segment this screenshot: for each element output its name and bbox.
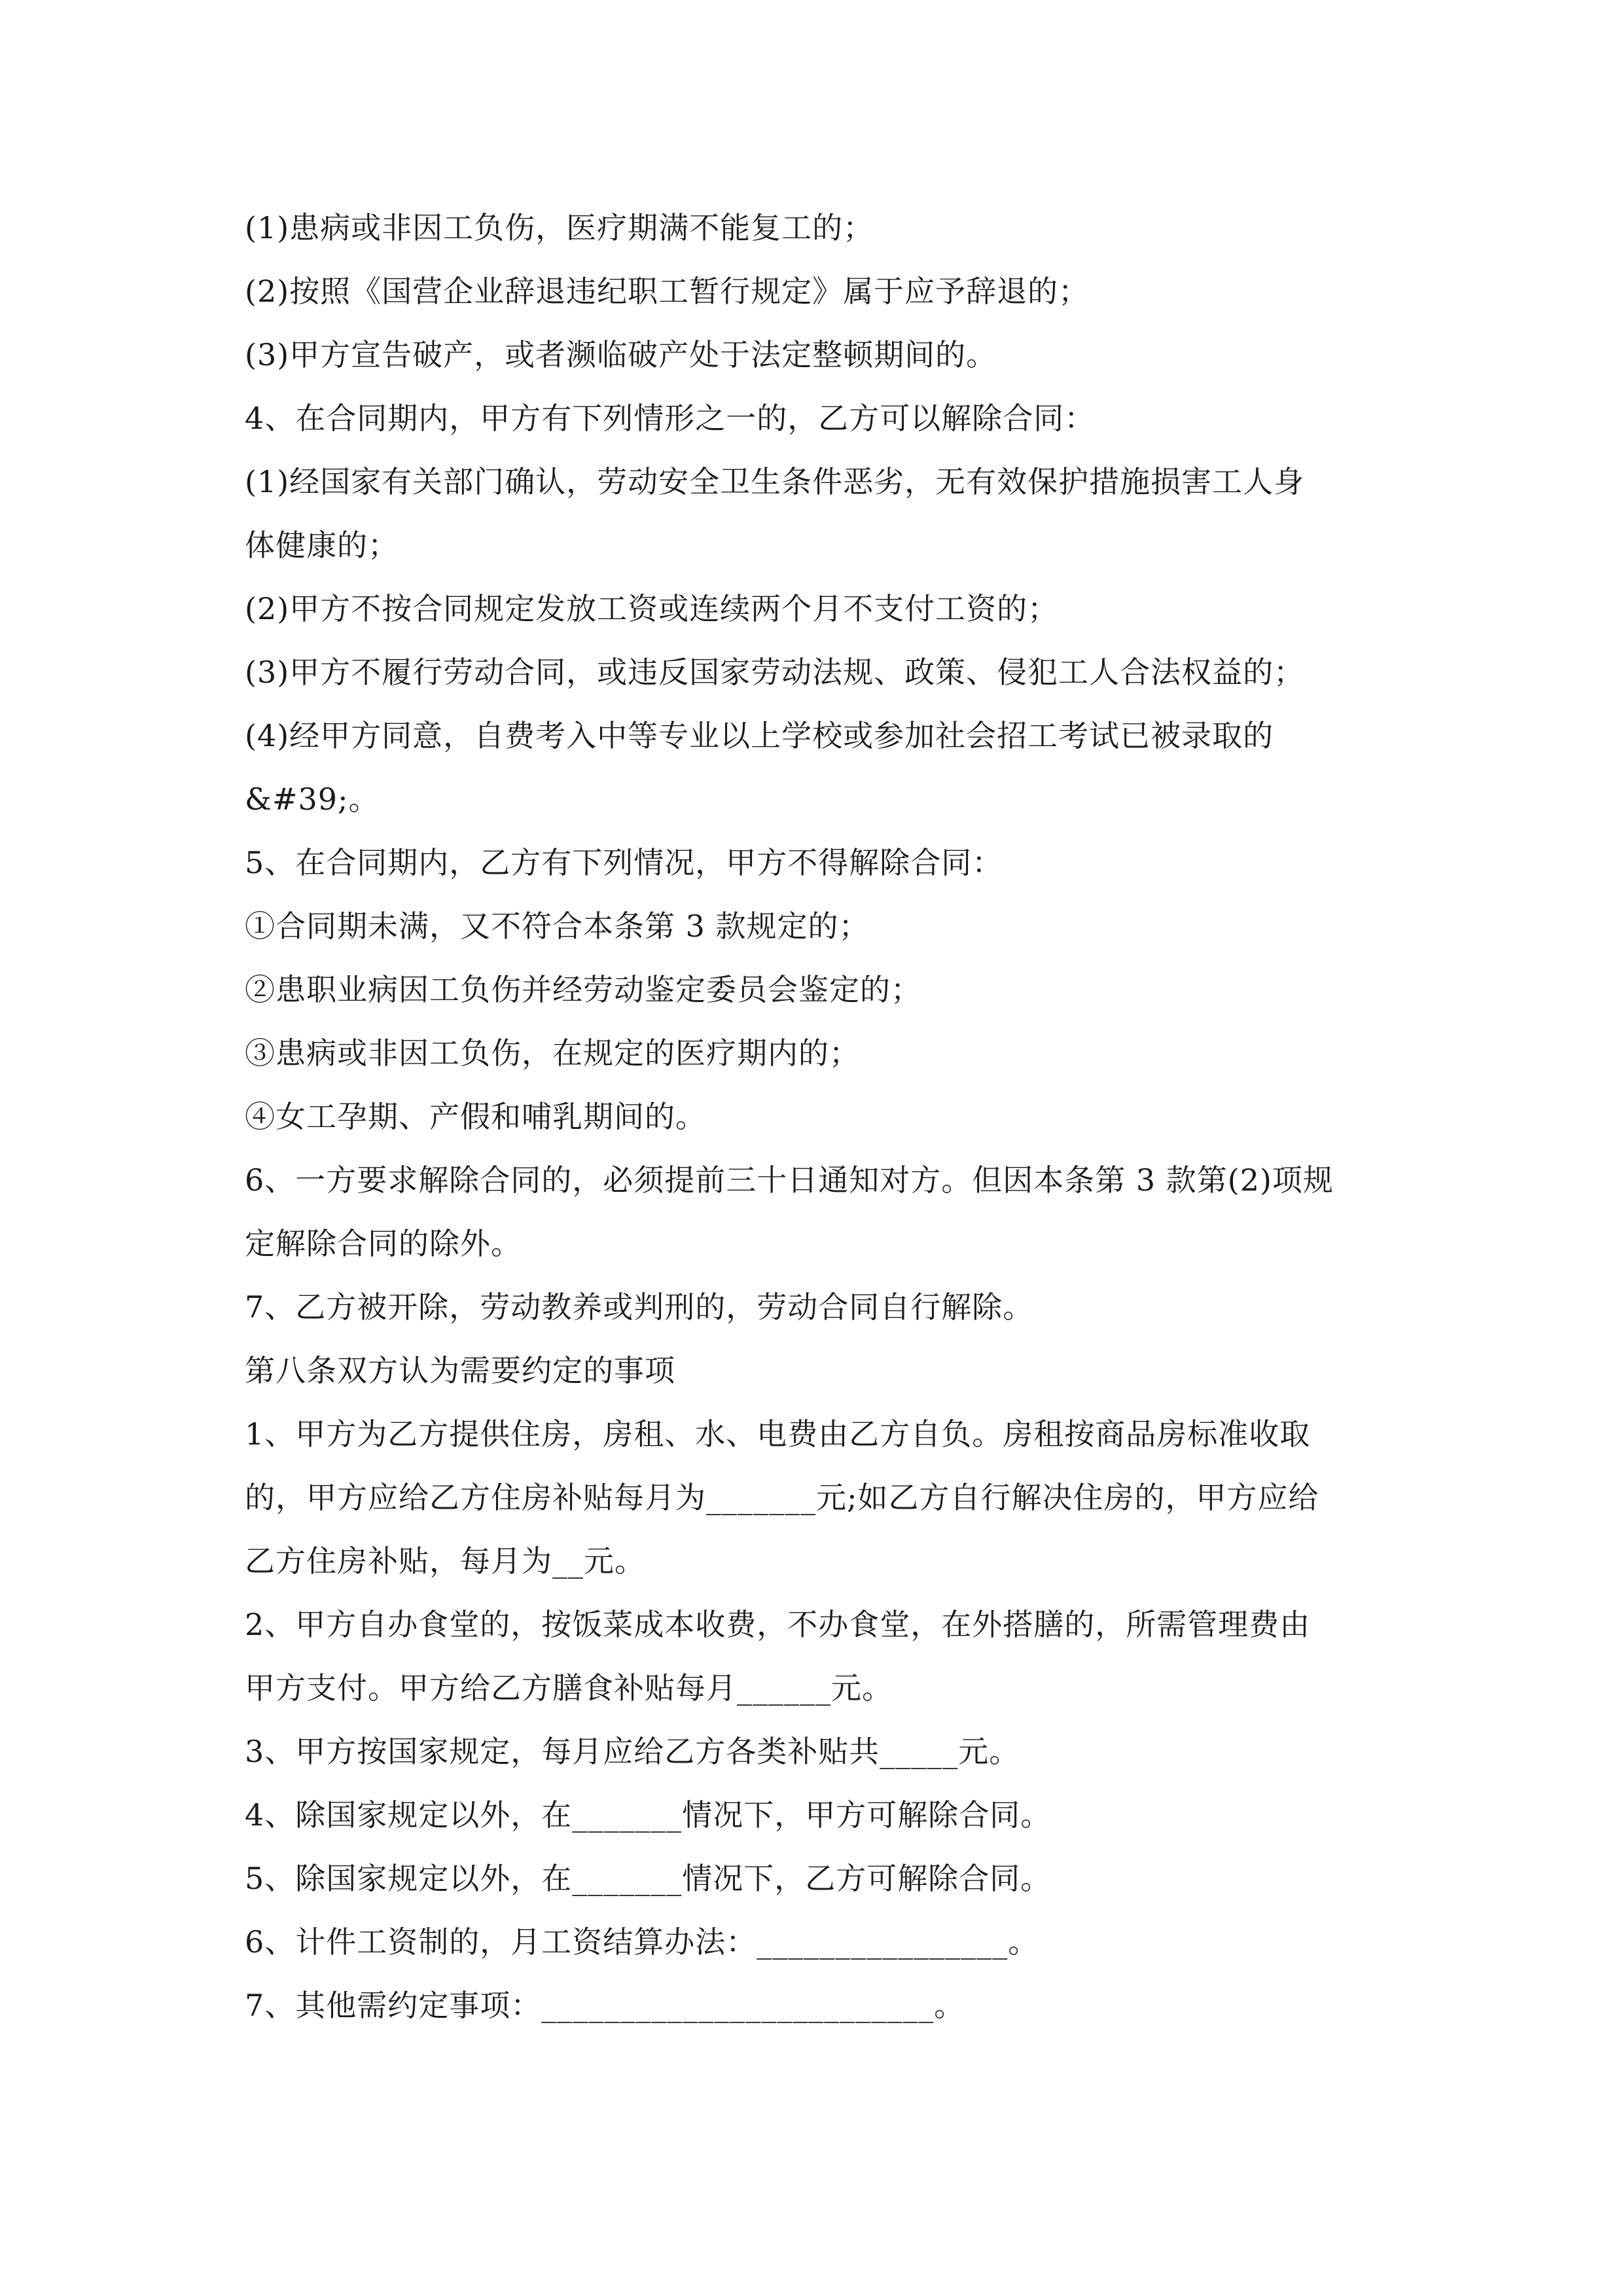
text-line: (3)甲方宣告破产，或者濒临破产处于法定整顿期间的。 xyxy=(245,337,997,372)
text-line: 体健康的； xyxy=(245,528,399,563)
text-line: 3、甲方按国家规定，每月应给乙方各类补贴共_____元。 xyxy=(245,1734,1020,1769)
text-line: 的，甲方应给乙方住房补贴每月为_______元;如乙方自行解决住房的，甲方应给 xyxy=(245,1480,1319,1515)
text-line: 4、在合同期内，甲方有下列情形之一的，乙方可以解除合同： xyxy=(245,401,1096,436)
text-line: (4)经甲方同意，自费考入中等专业以上学校或参加社会招工考试已被录取的 xyxy=(245,718,1274,753)
text-line: 乙方住房补贴，每月为__元。 xyxy=(245,1543,645,1579)
text-line: (1)经国家有关部门确认，劳动安全卫生条件恶劣，无有效保护措施损害工人身 xyxy=(245,464,1305,499)
text-line: ③患病或非因工负伤，在规定的医疗期内的； xyxy=(245,1035,860,1071)
text-line: 7、其他需约定事项：_________________________。 xyxy=(245,1988,965,2023)
text-line: (1)患病或非因工负伤，医疗期满不能复工的； xyxy=(245,210,874,245)
text-line: 6、一方要求解除合同的，必须提前三十日通知对方。但因本条第 3 款第(2)项规 xyxy=(245,1162,1334,1198)
text-line: (3)甲方不履行劳动合同，或违反国家劳动法规、政策、侵犯工人合法权益的； xyxy=(245,655,1305,690)
text-line: 5、除国家规定以外，在_______情况下，乙方可解除合同。 xyxy=(245,1861,1052,1896)
text-line: &#39;。 xyxy=(245,781,380,817)
text-line: 2、甲方自办食堂的，按饭菜成本收费，不办食堂，在外搭膳的，所需管理费由 xyxy=(245,1607,1311,1642)
text-line: ②患职业病因工负伤并经劳动鉴定委员会鉴定的； xyxy=(245,972,921,1007)
text-line: ④女工孕期、产假和哺乳期间的。 xyxy=(245,1099,706,1134)
text-line: 定解除合同的除外。 xyxy=(245,1226,522,1261)
text-line: ①合同期未满，又不符合本条第 3 款规定的； xyxy=(245,908,870,944)
text-line: 4、除国家规定以外，在_______情况下，甲方可解除合同。 xyxy=(245,1797,1052,1833)
section-heading: 第八条双方认为需要约定的事项 xyxy=(245,1353,675,1388)
text-line: 5、在合同期内，乙方有下列情况，甲方不得解除合同： xyxy=(245,845,1003,880)
text-line: 6、计件工资制的，月工资结算办法：________________。 xyxy=(245,1924,1039,1960)
text-line: (2)甲方不按合同规定发放工资或连续两个月不支付工资的； xyxy=(245,591,1059,626)
text-line: 甲方支付。甲方给乙方膳食补贴每月______元。 xyxy=(245,1670,893,1706)
document-body xyxy=(245,196,1383,2037)
text-line: 7、乙方被开除，劳动教养或判刑的，劳动合同自行解除。 xyxy=(245,1289,1034,1325)
text-line: 1、甲方为乙方提供住房，房租、水、电费由乙方自负。房租按商品房标准收取 xyxy=(245,1416,1311,1452)
text-line: (2)按照《国营企业辞退违纪职工暂行规定》属于应予辞退的； xyxy=(245,274,1090,309)
